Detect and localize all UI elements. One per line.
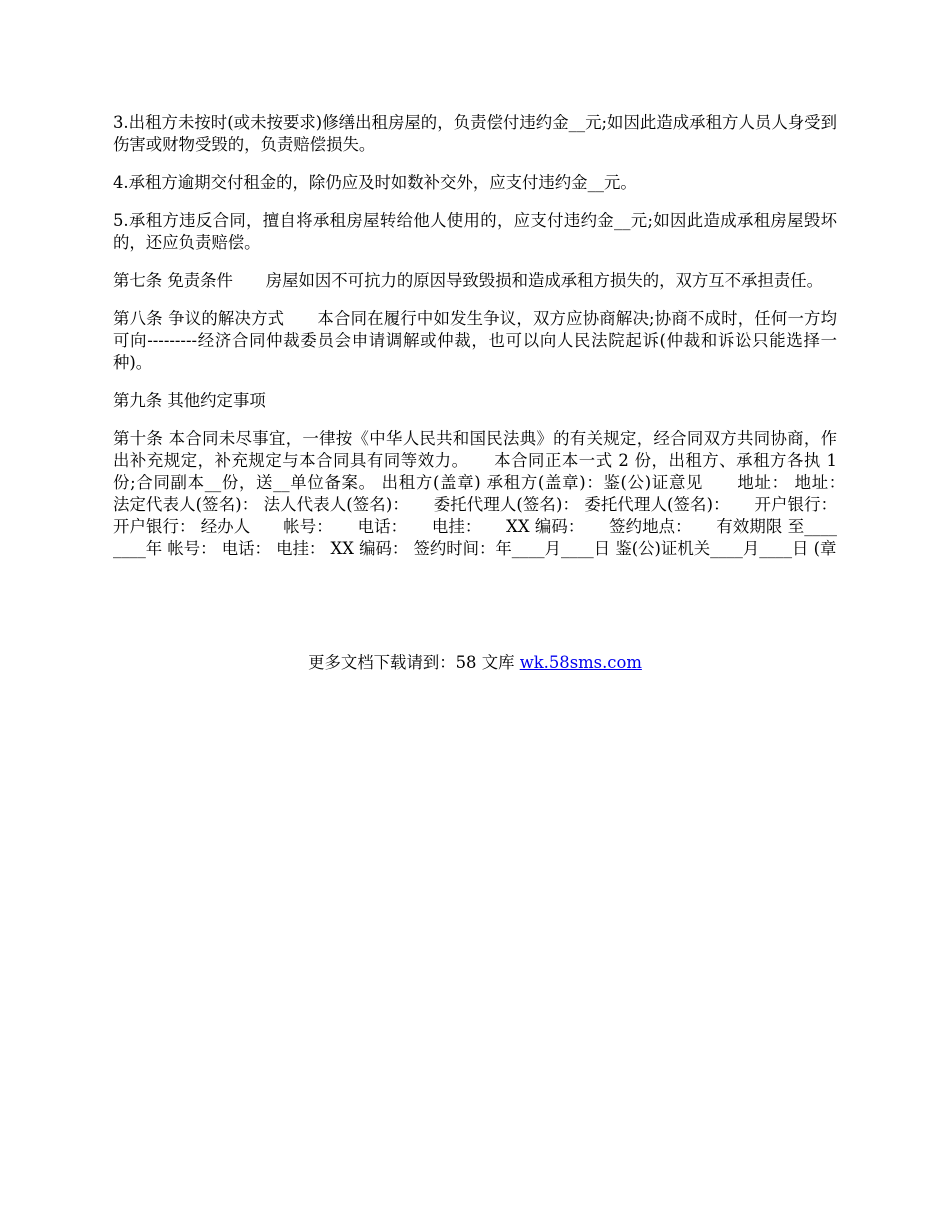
clause-paragraph-4: 4.承租方逾期交付租金的，除仍应及时如数补交外，应支付违约金__元。	[113, 173, 637, 192]
article-7-exemption: 第七条 免责条件 房屋如因不可抗力的原因导致毁损和造成承租方损失的，双方互不承担责任。	[113, 271, 824, 290]
article-8-dispute-resolution: 第八条 争议的解决方式 本合同在履行中如发生争议，双方应协商解决;协商不成时，任何一方均可向---------经济合同仲裁委员会申请调解或仲裁，也可以向人民法院起诉(仲裁和诉讼只能选择一种)。	[113, 309, 837, 372]
download-footer	[0, 652, 950, 674]
footer-link[interactable]: wk.58sms.com	[519, 653, 642, 672]
clause-paragraph-5: 5.承租方违反合同，擅自将承租房屋转给他人使用的，应支付违约金__元;如因此造成承租房屋毁坏的，还应负责赔偿。	[113, 211, 837, 252]
clause-paragraph-3: 3.出租方未按时(或未按要求)修缮出租房屋的，负责偿付违约金__元;如因此造成承租方人员人身受到伤害或财物受毁的，负责赔偿损失。	[113, 113, 837, 154]
article-10-supplementary: 第十条 本合同未尽事宜，一律按《中华人民共和国民法典》的有关规定，经合同双方共同协商，作出补充规定，补充规定与本合同具有同等效力。 本合同正本一式 2 份，出租方、承租方各执 1 份;合同副本__份，送__单位备案。 出租方(盖章) 承租方(盖章)：鉴(公)证意见 地址： 地址： 法定代表人(签名)： 法人代表人(签名)： 委托代理人(签名)： 委托代理人(签名)： 开户银行： 开户银行： 经办人 帐号： 电话： 电挂： XX 编码： 签约地点： 有效期限 至________年 帐号： 电话： 电挂： XX 编码： 签约时间：年____月____日 鉴(公)证机关____月____日 (章	[113, 429, 870, 558]
article-9-other-matters: 第九条 其他约定事项	[113, 391, 266, 410]
document-body	[113, 112, 870, 576]
footer-text: 更多文档下载请到：58 文库	[308, 653, 520, 672]
